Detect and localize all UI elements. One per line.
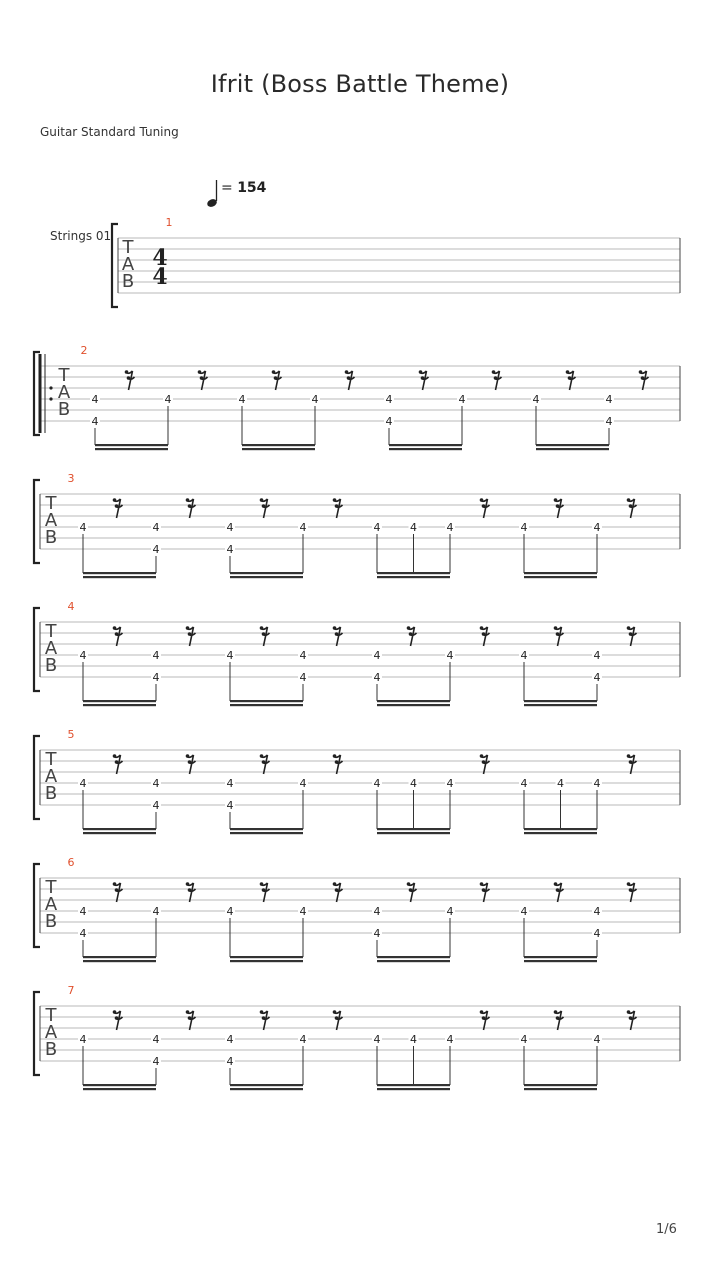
beam	[83, 1084, 156, 1086]
sixteenth-rest-icon	[555, 1011, 564, 1030]
beam	[230, 960, 303, 962]
fret-number: 4	[79, 905, 87, 918]
rest-dot	[409, 632, 413, 636]
beam	[83, 828, 156, 830]
fret-number: 4	[593, 905, 601, 918]
rest-dot	[554, 626, 558, 630]
fret-number: 4	[226, 649, 234, 662]
rest-dot	[186, 882, 190, 886]
rest-dot	[333, 1010, 337, 1014]
fret-number: 4	[593, 671, 601, 684]
rest-dot	[494, 376, 498, 380]
beam	[536, 448, 609, 450]
tab-letter-t: T	[45, 749, 57, 770]
fret-number: 4	[605, 415, 613, 428]
beam	[524, 828, 597, 830]
fret-number: 4	[91, 393, 99, 406]
beam	[95, 444, 168, 446]
sixteenth-rest-icon	[273, 371, 282, 390]
fret-number: 4	[373, 649, 381, 662]
tab-letter-a: A	[44, 894, 58, 915]
rest-dot	[260, 626, 264, 630]
system-bracket	[112, 224, 118, 307]
sixteenth-rest-icon	[481, 499, 490, 518]
fret-number: 4	[410, 777, 417, 790]
tab-letter-b: B	[121, 271, 135, 292]
beam	[230, 956, 303, 958]
beam	[377, 700, 450, 702]
sixteenth-rest-icon	[261, 1011, 270, 1030]
tuning-label: Guitar Standard Tuning	[40, 125, 179, 139]
sixteenth-rest-icon	[628, 755, 637, 774]
sixteenth-rest-icon	[126, 371, 135, 390]
rest-dot	[198, 370, 202, 374]
measure-number: 3	[67, 472, 75, 485]
tab-letter-b: B	[44, 783, 58, 804]
fret-number: 4	[226, 543, 234, 556]
beam	[377, 956, 450, 958]
fret-number: 4	[152, 777, 160, 790]
fret-number: 4	[520, 1033, 528, 1046]
fret-number: 4	[605, 393, 613, 406]
sixteenth-rest-icon	[187, 1011, 196, 1030]
repeat-dot	[49, 386, 52, 389]
fret-number: 4	[410, 521, 417, 534]
rest-dot	[554, 1010, 558, 1014]
system-bracket	[34, 480, 40, 563]
rest-dot	[492, 370, 496, 374]
beam	[377, 572, 450, 574]
fret-number: 4	[520, 905, 528, 918]
sixteenth-rest-icon	[334, 627, 343, 646]
fret-number: 4	[79, 1033, 87, 1046]
fret-number: 4	[91, 415, 99, 428]
rest-dot	[335, 1016, 339, 1020]
tab-letter-a: A	[44, 510, 58, 531]
beam	[377, 704, 450, 706]
rest-dot	[566, 370, 570, 374]
rest-dot	[113, 626, 117, 630]
fret-number: 4	[446, 905, 454, 918]
rest-dot	[409, 888, 413, 892]
rest-dot	[480, 754, 484, 758]
sixteenth-rest-icon	[114, 1011, 123, 1030]
rest-dot	[186, 754, 190, 758]
rest-dot	[115, 888, 119, 892]
beam	[524, 1088, 597, 1090]
time-signature-bottom: 4	[152, 264, 168, 290]
measure-number: 7	[67, 984, 75, 997]
rest-dot	[335, 504, 339, 508]
rest-dot	[556, 1016, 560, 1020]
tab-letter-a: A	[44, 1022, 58, 1043]
fret-number: 4	[152, 799, 160, 812]
tab-letter-b: B	[44, 527, 58, 548]
sixteenth-rest-icon	[408, 883, 417, 902]
beam	[377, 1088, 450, 1090]
sixteenth-rest-icon	[261, 627, 270, 646]
fret-number: 4	[79, 649, 87, 662]
sixteenth-rest-icon	[187, 755, 196, 774]
rest-dot	[480, 1010, 484, 1014]
fret-number: 4	[385, 415, 393, 428]
fret-number: 4	[520, 777, 528, 790]
beam	[389, 444, 462, 446]
rest-dot	[186, 498, 190, 502]
sixteenth-rest-icon	[114, 755, 123, 774]
rest-dot	[627, 754, 631, 758]
fret-number: 4	[373, 1033, 381, 1046]
beam	[377, 832, 450, 834]
sixteenth-rest-icon	[555, 627, 564, 646]
rest-dot	[333, 498, 337, 502]
sixteenth-rest-icon	[628, 1011, 637, 1030]
tab-letter-b: B	[44, 655, 58, 676]
tab-letter-t: T	[58, 365, 70, 386]
sixteenth-rest-icon	[567, 371, 576, 390]
rest-dot	[419, 370, 423, 374]
sixteenth-rest-icon	[187, 499, 196, 518]
rest-dot	[407, 882, 411, 886]
sixteenth-rest-icon	[261, 883, 270, 902]
rest-dot	[113, 1010, 117, 1014]
beam	[83, 832, 156, 834]
fret-number: 4	[299, 521, 307, 534]
rest-dot	[262, 888, 266, 892]
fret-number: 4	[520, 649, 528, 662]
fret-number: 4	[226, 777, 234, 790]
beam	[230, 1084, 303, 1086]
fret-number: 4	[299, 671, 307, 684]
fret-number: 4	[226, 1055, 234, 1068]
fret-number: 4	[446, 1033, 454, 1046]
sixteenth-rest-icon	[334, 883, 343, 902]
rest-dot	[421, 376, 425, 380]
sixteenth-rest-icon	[187, 627, 196, 646]
fret-number: 4	[593, 649, 601, 662]
beam	[524, 956, 597, 958]
fret-number: 4	[446, 521, 454, 534]
rest-dot	[115, 632, 119, 636]
measure-number: 4	[67, 600, 75, 613]
repeat-dot	[49, 397, 52, 400]
sixteenth-rest-icon	[481, 1011, 490, 1030]
fret-number: 4	[152, 521, 160, 534]
rest-dot	[407, 626, 411, 630]
sixteenth-rest-icon	[420, 371, 429, 390]
rest-dot	[113, 882, 117, 886]
sixteenth-rest-icon	[493, 371, 502, 390]
rest-dot	[113, 754, 117, 758]
tab-letter-a: A	[121, 254, 135, 275]
beam	[389, 448, 462, 450]
song-title: Ifrit (Boss Battle Theme)	[210, 70, 510, 98]
fret-number: 4	[373, 927, 381, 940]
sixteenth-rest-icon	[199, 371, 208, 390]
rest-dot	[186, 626, 190, 630]
sixteenth-rest-icon	[628, 883, 637, 902]
fret-number: 4	[226, 799, 234, 812]
beam	[83, 572, 156, 574]
rest-dot	[274, 376, 278, 380]
fret-number: 4	[311, 393, 319, 406]
beam	[230, 700, 303, 702]
rest-dot	[127, 376, 131, 380]
fret-number: 4	[373, 521, 381, 534]
rest-dot	[482, 632, 486, 636]
tab-letter-b: B	[44, 1039, 58, 1060]
sixteenth-rest-icon	[114, 883, 123, 902]
fret-number: 4	[299, 777, 307, 790]
tab-letter-b: B	[57, 399, 71, 420]
rest-dot	[480, 882, 484, 886]
beam	[83, 1088, 156, 1090]
tab-letter-t: T	[45, 493, 57, 514]
sixteenth-rest-icon	[261, 755, 270, 774]
rest-dot	[188, 760, 192, 764]
beam	[83, 704, 156, 706]
sixteenth-rest-icon	[114, 627, 123, 646]
system-bracket	[34, 608, 40, 691]
fret-number: 4	[593, 1033, 601, 1046]
beam	[242, 444, 315, 446]
beam	[83, 700, 156, 702]
beam	[230, 576, 303, 578]
rest-dot	[115, 760, 119, 764]
rest-dot	[113, 498, 117, 502]
track-name: Strings 01	[50, 229, 112, 243]
fret-number: 4	[79, 521, 87, 534]
sixteenth-rest-icon	[640, 371, 649, 390]
rest-dot	[335, 888, 339, 892]
rest-dot	[333, 882, 337, 886]
rest-dot	[188, 504, 192, 508]
fret-number: 4	[152, 671, 160, 684]
fret-number: 4	[373, 671, 381, 684]
fret-number: 4	[593, 777, 601, 790]
fret-number: 4	[79, 927, 87, 940]
fret-number: 4	[593, 927, 601, 940]
fret-number: 4	[410, 1033, 417, 1046]
fret-number: 4	[446, 649, 454, 662]
rest-dot	[260, 882, 264, 886]
measure-number: 5	[67, 728, 75, 741]
fret-number: 4	[593, 521, 601, 534]
rest-dot	[629, 1016, 633, 1020]
rest-dot	[556, 504, 560, 508]
beam	[230, 704, 303, 706]
rest-dot	[115, 1016, 119, 1020]
sixteenth-rest-icon	[114, 499, 123, 518]
rest-dot	[627, 1010, 631, 1014]
beam	[524, 832, 597, 834]
fret-number: 4	[226, 521, 234, 534]
rest-dot	[480, 498, 484, 502]
sixteenth-rest-icon	[346, 371, 355, 390]
page-number: 1/6	[656, 1222, 677, 1237]
system-bracket	[34, 736, 40, 819]
rest-dot	[125, 370, 129, 374]
sixteenth-rest-icon	[187, 883, 196, 902]
rest-dot	[482, 888, 486, 892]
sixteenth-rest-icon	[334, 755, 343, 774]
beam	[230, 832, 303, 834]
fret-number: 4	[226, 905, 234, 918]
tab-letter-a: A	[44, 766, 58, 787]
system-bracket	[34, 864, 40, 947]
beam	[524, 700, 597, 702]
rest-dot	[627, 882, 631, 886]
fret-number: 4	[152, 649, 160, 662]
tab-letter-t: T	[45, 621, 57, 642]
beam	[377, 1084, 450, 1086]
fret-number: 4	[520, 521, 528, 534]
tab-letter-t: T	[45, 877, 57, 898]
fret-number: 4	[458, 393, 466, 406]
rest-dot	[482, 1016, 486, 1020]
rest-dot	[347, 376, 351, 380]
system-bracket	[34, 992, 40, 1075]
fret-number: 4	[79, 777, 87, 790]
sixteenth-rest-icon	[555, 499, 564, 518]
fret-number: 4	[557, 777, 564, 790]
tab-letter-a: A	[44, 638, 58, 659]
rest-dot	[480, 626, 484, 630]
rest-dot	[345, 370, 349, 374]
sixteenth-rest-icon	[481, 755, 490, 774]
sixteenth-rest-icon	[628, 627, 637, 646]
rest-dot	[333, 626, 337, 630]
rest-dot	[188, 888, 192, 892]
beam	[524, 960, 597, 962]
beam	[377, 960, 450, 962]
rest-dot	[568, 376, 572, 380]
fret-number: 4	[152, 1055, 160, 1068]
sixteenth-rest-icon	[334, 1011, 343, 1030]
tempo-bpm: 154	[237, 180, 267, 196]
tab-letter-t: T	[122, 237, 134, 258]
tab-letter-a: A	[57, 382, 71, 403]
fret-number: 4	[226, 1033, 234, 1046]
rest-dot	[333, 754, 337, 758]
sixteenth-rest-icon	[334, 499, 343, 518]
fret-number: 4	[152, 543, 160, 556]
rest-dot	[188, 1016, 192, 1020]
rest-dot	[188, 632, 192, 636]
beam	[230, 572, 303, 574]
fret-number: 4	[299, 905, 307, 918]
sixteenth-rest-icon	[628, 499, 637, 518]
rest-dot	[260, 754, 264, 758]
rest-dot	[200, 376, 204, 380]
rest-dot	[262, 504, 266, 508]
beam	[524, 572, 597, 574]
rest-dot	[262, 632, 266, 636]
sixteenth-rest-icon	[481, 627, 490, 646]
rest-dot	[627, 498, 631, 502]
fret-number: 4	[373, 777, 381, 790]
rest-dot	[260, 498, 264, 502]
fret-number: 4	[299, 1033, 307, 1046]
fret-number: 4	[164, 393, 172, 406]
rest-dot	[629, 504, 633, 508]
rest-dot	[272, 370, 276, 374]
beam	[524, 576, 597, 578]
fret-number: 4	[299, 649, 307, 662]
rest-dot	[627, 626, 631, 630]
sixteenth-rest-icon	[408, 627, 417, 646]
fret-number: 4	[385, 393, 393, 406]
rest-dot	[262, 760, 266, 764]
beam	[95, 448, 168, 450]
rest-dot	[641, 376, 645, 380]
beam	[524, 704, 597, 706]
measure-number: 6	[67, 856, 75, 869]
rest-dot	[629, 760, 633, 764]
rest-dot	[335, 632, 339, 636]
rest-dot	[639, 370, 643, 374]
rest-dot	[556, 632, 560, 636]
fret-number: 4	[238, 393, 246, 406]
fret-number: 4	[152, 905, 160, 918]
fret-number: 4	[532, 393, 540, 406]
beam	[242, 448, 315, 450]
sixteenth-rest-icon	[481, 883, 490, 902]
rest-dot	[186, 1010, 190, 1014]
beam	[83, 960, 156, 962]
rest-dot	[629, 888, 633, 892]
beam	[377, 576, 450, 578]
rest-dot	[260, 1010, 264, 1014]
beam	[83, 576, 156, 578]
rest-dot	[556, 888, 560, 892]
tab-letter-t: T	[45, 1005, 57, 1026]
tab-letter-b: B	[44, 911, 58, 932]
rest-dot	[115, 504, 119, 508]
rest-dot	[554, 498, 558, 502]
beam	[377, 828, 450, 830]
fret-number: 4	[152, 1033, 160, 1046]
sixteenth-rest-icon	[555, 883, 564, 902]
fret-number: 4	[373, 905, 381, 918]
rest-dot	[262, 1016, 266, 1020]
time-signature-top: 4	[152, 245, 168, 271]
beam	[536, 444, 609, 446]
rest-dot	[629, 632, 633, 636]
rest-dot	[335, 760, 339, 764]
tempo-equals: =	[221, 180, 238, 196]
measure-number: 1	[165, 216, 173, 229]
beam	[230, 1088, 303, 1090]
rest-dot	[482, 504, 486, 508]
sixteenth-rest-icon	[261, 499, 270, 518]
beam	[524, 1084, 597, 1086]
beam	[230, 828, 303, 830]
rest-dot	[482, 760, 486, 764]
measure-number: 2	[80, 344, 88, 357]
beam	[83, 956, 156, 958]
rest-dot	[554, 882, 558, 886]
fret-number: 4	[446, 777, 454, 790]
